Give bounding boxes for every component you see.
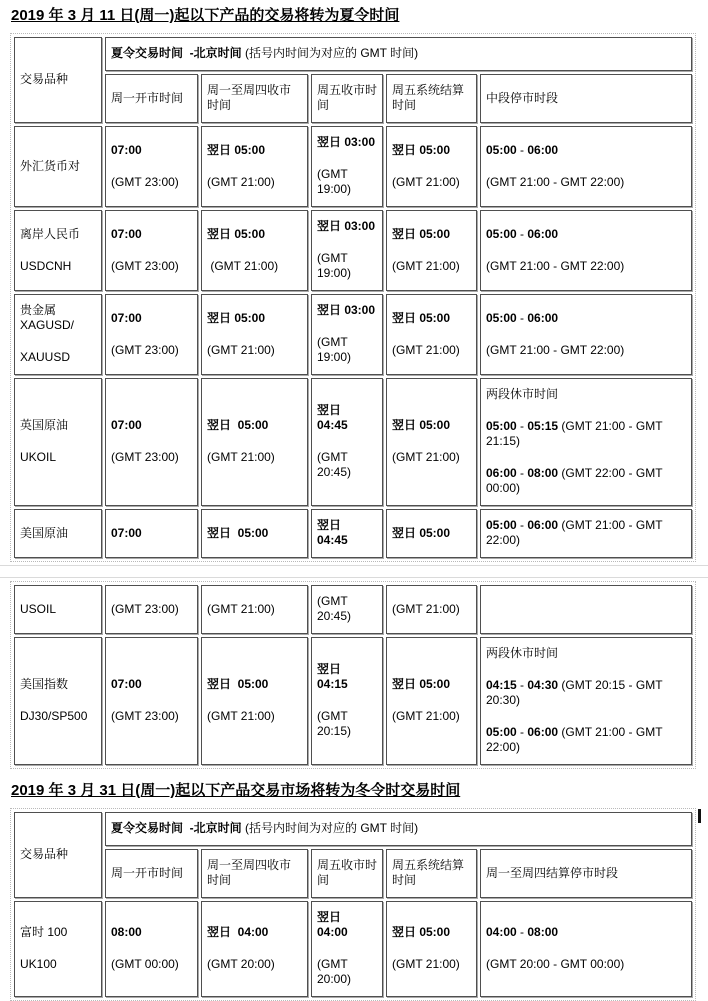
time-cell-line: (GMT 00:00) [111,957,179,971]
time-cell-line: 06:00 - 08:00 (GMT 22:00 - GMT 00:00) [486,466,666,495]
time-cell [480,126,692,207]
time-cell-line: 07:00 [111,418,142,432]
time-cell [386,901,477,997]
time-cell [311,378,383,506]
column-header-cell: 周一至周四收市时间 [201,849,308,898]
time-cell-line: 翌日 03:00 [317,303,376,317]
time-cell [386,585,477,634]
time-cell-line: (GMT 20:00) [207,957,275,971]
summer-table [10,33,697,769]
column-header-cell: 中段停市时段 [480,74,692,123]
time-cell [386,378,477,506]
time-cell-line: (GMT 23:00) [111,174,179,189]
time-cell [311,585,383,634]
time-cell [201,126,308,207]
product-cell: USOIL [14,585,102,634]
time-cell-line: (GMT 21:00) [392,174,460,189]
time-cell-line: 翌日 04:15 [317,662,348,691]
time-cell [105,509,198,558]
time-cell-line: 翌日 05:00 [392,142,451,157]
time-cell [480,294,692,375]
winter-table [10,808,697,1001]
summer-table-fragment [10,33,696,562]
winter-table-fragment [10,808,696,1001]
time-cell [311,294,383,375]
time-cell-line: 翌日 03:00 [317,219,376,233]
summer-time-heading: 2019 年 3 月 11 日(周一)起以下产品的交易将转为夏令时间 [11,7,400,24]
band-header-cell: 夏令交易时间 -北京时间 (括号内时间为对应的 GMT 时间) [105,812,692,846]
time-cell-line: 两段休市时间 [486,646,559,660]
time-cell-line: 04:00 - 08:00 [486,925,559,939]
time-cell-line: (GMT 21:00 - GMT 22:00) [486,342,625,357]
time-cell-line: (GMT 21:00) [207,601,275,616]
time-cell-line: 05:00 - 05:15 (GMT 21:00 - GMT 21:15) [486,419,666,448]
time-cell-line: 翌日 05:00 [207,677,269,691]
time-cell [311,126,383,207]
summer-table-fragment [10,581,696,769]
product-cell: 英国原油 UKOIL [14,378,102,506]
time-cell-line: (GMT 21:00) [392,601,460,616]
time-cell-line: (GMT 23:00) [111,601,179,616]
time-cell-line: 翌日 03:00 [317,135,376,149]
time-cell [386,294,477,375]
time-cell-line: 07:00 [111,310,142,325]
product-cell: 富时 100 UK100 [14,901,102,997]
text-cursor-artifact [698,809,701,823]
column-header-cell: 周五系统结算时间 [386,74,477,123]
time-cell-line: (GMT 20:45) [317,594,352,623]
column-header-cell: 周一至周四收市时间 [201,74,308,123]
table-row [14,378,692,506]
table-row [14,901,692,997]
time-cell-line: (GMT 21:00) [392,957,460,971]
time-cell-line: 07:00 [111,677,142,691]
time-cell-line: (GMT 21:00) [207,709,275,723]
time-cell-line: 07:00 [111,142,142,157]
time-cell [105,294,198,375]
time-cell-line: 翌日 05:00 [207,418,269,432]
time-cell-line: (GMT 19:00) [317,167,352,196]
table-row [14,210,692,291]
page-break-divider [0,565,708,578]
time-cell [480,210,692,291]
time-cell-line: (GMT 21:00 - GMT 22:00) [486,258,625,273]
time-cell [480,585,692,634]
time-cell-line: (GMT 20:00 - GMT 00:00) [486,957,625,971]
winter-time-heading: 2019 年 3 月 31 日(周一)起以下产品交易市场将转为冬令时交易时间 [11,782,461,799]
time-cell-line: 两段休市时间 [486,387,559,401]
time-cell [480,509,692,558]
time-cell-line: 翌日 05:00 [207,226,266,241]
column-header-cell: 周一开市时间 [105,849,198,898]
time-cell-line: 翌日 05:00 [207,525,269,540]
time-cell [386,210,477,291]
time-cell [386,509,477,558]
time-cell [480,378,692,506]
time-cell-line: (GMT 21:00 - GMT 22:00) [486,174,625,189]
time-cell-line: 翌日 04:45 [317,403,348,432]
time-cell-line: 翌日 05:00 [392,310,451,325]
time-cell-line: 04:15 - 04:30 (GMT 20:15 - GMT 20:30) [486,678,666,707]
time-cell-line: 翌日 04:00 [317,910,348,939]
time-cell [386,126,477,207]
time-cell [386,637,477,765]
time-cell-line: 翌日 05:00 [207,142,266,157]
time-cell [105,637,198,765]
time-cell-line: 翌日 05:00 [392,677,451,691]
time-cell-line: 05:00 - 06:00 [486,226,559,241]
corner-header-cell: 交易品种 [14,812,102,898]
product-cell: 外汇货币对 [14,126,102,207]
time-cell-line: (GMT 19:00) [317,251,352,280]
time-cell-line: 翌日 04:45 [317,518,348,547]
table-row [14,294,692,375]
time-cell [201,509,308,558]
band-header-cell: 夏令交易时间 -北京时间 (括号内时间为对应的 GMT 时间) [105,37,692,71]
time-cell-line: 07:00 [111,226,142,241]
time-cell-line: (GMT 20:15) [317,709,352,738]
time-cell-line: (GMT 21:00) [392,342,460,357]
time-cell-line: 翌日 05:00 [392,925,451,939]
product-cell: 美国原油 [14,509,102,558]
time-cell [311,637,383,765]
time-cell [105,126,198,207]
time-cell-line: 05:00 - 06:00 (GMT 21:00 - GMT 22:00) [486,725,666,754]
time-cell-line: 翌日 04:00 [207,925,269,939]
time-cell [105,901,198,997]
time-cell [311,210,383,291]
time-cell [201,210,308,291]
time-cell [311,901,383,997]
time-cell-line: 翌日 05:00 [207,310,266,325]
time-cell-line: 05:00 - 06:00 (GMT 21:00 - GMT 22:00) [486,518,666,547]
time-cell-line: (GMT 20:00) [317,957,352,986]
time-cell [201,378,308,506]
time-cell-line: 翌日 05:00 [392,418,451,432]
column-header-cell: 周五收市时间 [311,74,383,123]
product-cell: 美国指数 DJ30/SP500 [14,637,102,765]
time-cell [201,585,308,634]
product-cell: 贵金属 XAGUSD/ XAUUSD [14,294,102,375]
time-cell-line: (GMT 23:00) [111,342,179,357]
time-cell-line: 翌日 05:00 [392,525,451,540]
time-cell-line: (GMT 23:00) [111,450,179,464]
table-row [14,509,692,558]
time-cell-line: 翌日 05:00 [392,226,451,241]
table-row [14,637,692,765]
time-cell-line: (GMT 23:00) [111,709,179,723]
corner-header-cell: 交易品种 [14,37,102,123]
time-cell [105,585,198,634]
time-cell-line: (GMT 19:00) [317,335,352,364]
time-cell [201,637,308,765]
time-cell-line: 07:00 [111,525,142,540]
time-cell-line: (GMT 21:00) [207,258,279,273]
time-cell-line: (GMT 21:00) [392,450,460,464]
time-cell-line: 08:00 [111,925,142,939]
time-cell [480,637,692,765]
time-cell-line: 05:00 - 06:00 [486,310,559,325]
time-cell [201,901,308,997]
time-cell [311,509,383,558]
time-cell-line: (GMT 20:45) [317,450,352,479]
time-cell-line: (GMT 21:00) [392,709,460,723]
time-cell-line: 05:00 - 06:00 [486,142,559,157]
time-cell-line: (GMT 21:00) [207,174,275,189]
time-cell-line: (GMT 21:00) [392,258,460,273]
product-cell: 离岸人民币 USDCNH [14,210,102,291]
time-cell-line: (GMT 21:00) [207,450,275,464]
time-cell-line: (GMT 21:00) [207,342,275,357]
column-header-cell: 周一开市时间 [105,74,198,123]
time-cell [105,378,198,506]
table-row [14,126,692,207]
time-cell-line: (GMT 23:00) [111,258,179,273]
time-cell [201,294,308,375]
column-header-cell: 周五系统结算时间 [386,849,477,898]
table-row [14,585,692,634]
column-header-cell: 周五收市时间 [311,849,383,898]
time-cell [480,901,692,997]
time-cell [105,210,198,291]
column-header-cell: 周一至周四结算停市时段 [480,849,692,898]
